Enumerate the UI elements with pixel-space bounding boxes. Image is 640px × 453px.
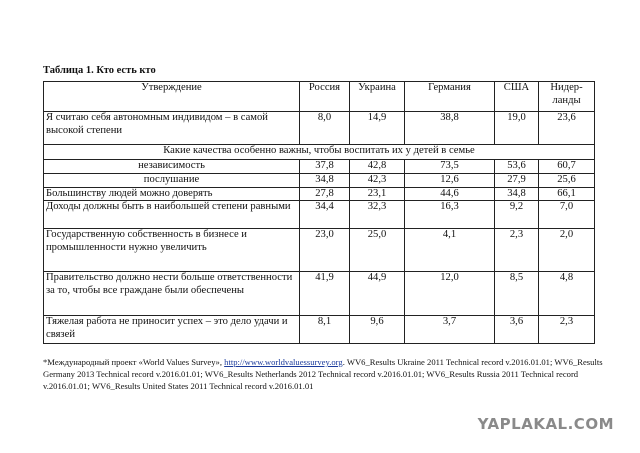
header-statement: Утверждение [44,82,300,112]
header-country: США [495,82,539,112]
row-value: 23,1 [350,187,405,201]
row-label: Тяжелая работа не приносит успех – это дело удачи и связей [44,316,300,344]
table-row [44,174,595,188]
row-label: Государственную собственность в бизнесе и промышленности нужно увеличить [44,229,300,272]
row-value: 16,3 [405,201,495,229]
table-row [44,160,595,174]
footnote-prefix: *Международный проект «World Values Survey», [43,357,225,367]
row-label: Я считаю себя автономным индивидом – в самой высокой степени [44,112,300,145]
row-value: 44,6 [405,187,495,201]
row-value: 14,9 [350,112,405,145]
header-row [44,82,595,112]
row-value: 4,8 [539,272,595,316]
row-value: 12,6 [405,174,495,188]
row-label: послушание [44,174,300,188]
row-value: 42,3 [350,174,405,188]
footnote-suffix: . WV6_Results Ukraine 2011 Technical record v.2016.01.01; WV6_Results Germany 2013 Technical record v.2016.01.01; WV6_Results Netherlands 2012 Technical record v.2016.01.01; WV6_Results Russia 2011 Technical record v.2016.01.01; WV6_Results United States 2011 Technical record v.2016.01.01 [43,357,603,391]
table-row [44,187,595,201]
header-country: Нидер- ланды [539,82,595,112]
header-country: Германия [405,82,495,112]
row-value: 32,3 [350,201,405,229]
table-row [44,272,595,316]
row-value: 34,8 [495,187,539,201]
row-label: Большинству людей можно доверять [44,187,300,201]
row-value: 4,1 [405,229,495,272]
table-row [44,316,595,344]
row-value: 12,0 [405,272,495,316]
row-value: 23,0 [300,229,350,272]
header-country: Украина [350,82,405,112]
row-label: независимость [44,160,300,174]
row-value: 25,6 [539,174,595,188]
row-value: 9,2 [495,201,539,229]
row-value: 27,9 [495,174,539,188]
table-row [44,112,595,145]
row-value: 2,0 [539,229,595,272]
row-label: Доходы должны быть в наибольшей степени равными [44,201,300,229]
row-value: 3,7 [405,316,495,344]
row-value: 34,8 [300,174,350,188]
row-value: 8,0 [300,112,350,145]
section-row [44,145,595,160]
section-title: Какие качества особенно важны, чтобы воспитать их у детей в семье [44,145,595,160]
footnote-link[interactable]: http://www.worldvaluessurvey.org [224,357,343,367]
row-value: 42,8 [350,160,405,174]
row-value: 34,4 [300,201,350,229]
row-label: Правительство должно нести больше ответственности за то, чтобы все граждане были обеспечены [44,272,300,316]
row-value: 23,6 [539,112,595,145]
table-caption: Таблица 1. Кто есть кто [43,65,156,76]
row-value: 38,8 [405,112,495,145]
footnote [43,356,603,392]
header-country: Россия [300,82,350,112]
row-value: 8,1 [300,316,350,344]
row-value: 60,7 [539,160,595,174]
row-value: 25,0 [350,229,405,272]
row-value: 7,0 [539,201,595,229]
row-value: 3,6 [495,316,539,344]
row-value: 8,5 [495,272,539,316]
row-value: 9,6 [350,316,405,344]
row-value: 2,3 [495,229,539,272]
row-value: 44,9 [350,272,405,316]
row-value: 27,8 [300,187,350,201]
table-row [44,201,595,229]
row-value: 19,0 [495,112,539,145]
survey-table [43,81,595,344]
row-value: 37,8 [300,160,350,174]
watermark: YAPLAKAL.COM [477,415,614,433]
table-row [44,229,595,272]
row-value: 66,1 [539,187,595,201]
row-value: 73,5 [405,160,495,174]
row-value: 53,6 [495,160,539,174]
row-value: 2,3 [539,316,595,344]
row-value: 41,9 [300,272,350,316]
